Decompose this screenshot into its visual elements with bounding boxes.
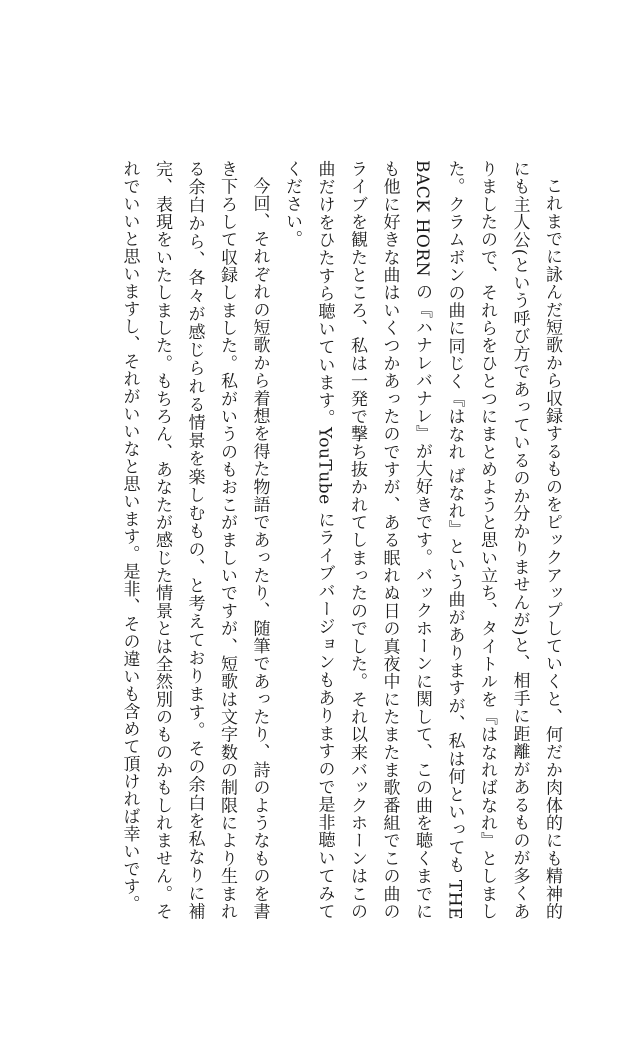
paragraph-2: 今回、それぞれの短歌から着想を得た物語であったり、随筆であったり、詩のようなものを書き下ろして収録しました。私がいうのもおこがましいですが、短歌は文字数の制限により生まれる余白から、各々が感じられる情景を楽しむもの、と考えております。その余白を私なりに補完、表現をいたしました。もちろん、あなたが感じた情景とは全然別のものかもしれません。それでいいと思いますし、それがいいなと思います。是非、その違いも含めて頂ければ幸いです。 — [119, 160, 270, 920]
paragraph-1: これまでに詠んだ短歌から収録するものをピックアップしていくと、何だか肉体的にも精神的にも主人公(という呼び方であっているのか分かりませんが)と、相手に距離があるものが多くありましたので、それらをひとつにまとめようと思い立ち、タイトルを『はなればなれ』としました。クラムボンの曲に同じく『はなれ ばなれ』という曲がありますが、私は何といっても THE BACK HORN の『ハナレバナレ』が大好きです。バックホーンに関して、この曲を聴くまでにも他に好きな曲はいくつかあったのですが、ある眠れぬ日の真夜中にたまたま歌番組でこの曲のライブを観たところ、私は一発で撃ち抜かれてしまったのでした。それ以来バックホーンはこの曲だけをひたすら聴いています。YouTube にライブバージョンもありますので是非聴いてみてください。 — [282, 160, 562, 921]
vertical-text-block — [113, 160, 568, 920]
